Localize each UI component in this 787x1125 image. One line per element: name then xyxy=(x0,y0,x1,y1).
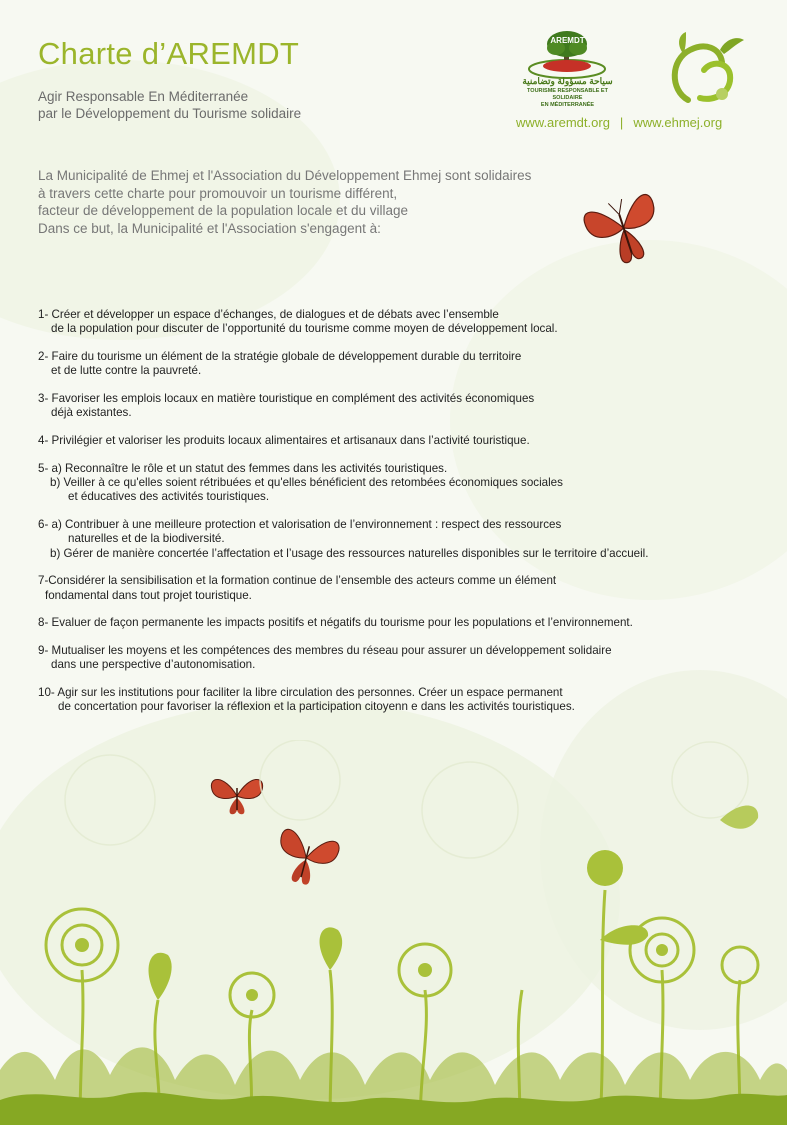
item-line: déjà existantes. xyxy=(51,406,132,420)
ehmej-url-link[interactable]: www.ehmej.org xyxy=(633,115,723,130)
item-line: 2- Faire du tourisme un élément de la stratégie globale de développement durable du territoire xyxy=(38,349,522,363)
flower-icon xyxy=(0,740,787,1125)
list-item xyxy=(38,434,773,448)
intro-line: à travers cette charte pour promouvoir un tourisme différent, xyxy=(38,185,398,201)
list-item xyxy=(38,574,773,603)
item-line: 10- Agir sur les institutions pour faciliter la libre circulation des personnes. Créer un espace permanent xyxy=(38,685,563,699)
page-subtitle xyxy=(38,88,301,122)
list-item xyxy=(38,392,773,421)
item-line: dans une perspective d’autonomisation. xyxy=(51,658,256,672)
aremdt-tagline-line: EN MÉDITERRANÉE xyxy=(540,102,595,108)
item-line: de concertation pour favoriser la réflexion et la participation citoyenn e dans les activités touristiques. xyxy=(58,700,575,714)
item-line: 5- a) Reconnaître le rôle et un statut des femmes dans les activités touristiques. xyxy=(38,461,448,475)
item-line: fondamental dans tout projet touristique. xyxy=(45,588,252,602)
butterfly-icon xyxy=(582,176,664,276)
aremdt-logo-tagline xyxy=(520,88,615,109)
item-line: 4- Privilégier et valoriser les produits locaux alimentaires et artisanaux dans l’activité touristique. xyxy=(38,433,530,447)
item-line: naturelles et de la biodiversité. xyxy=(68,532,225,546)
list-item xyxy=(38,644,773,673)
subtitle-line: Agir Responsable En Méditerranée xyxy=(38,89,249,104)
intro-line: La Municipalité de Ehmej et l'Association du Développement Ehmej sont solidaires xyxy=(38,168,532,183)
item-line: 9- Mutualiser les moyens et les compétences des membres du réseau pour assurer un développement solidaire xyxy=(38,643,612,657)
item-line: b) Gérer de manière concertée l’affectation et l’usage des ressources naturelles disponibles sur le territoire d’accueil. xyxy=(50,546,649,560)
subtitle-line: par le Développement du Tourisme solidaire xyxy=(38,106,302,121)
aremdt-url-link[interactable]: www.aremdt.org xyxy=(516,115,610,130)
item-line: 8- Evaluer de façon permanente les impacts positifs et négatifs du tourisme pour les populations et l’environnement. xyxy=(38,616,633,630)
list-item xyxy=(38,686,773,715)
list-item xyxy=(38,350,773,379)
list-item xyxy=(38,462,773,505)
ehmej-logo-icon xyxy=(660,30,750,110)
item-line: de la population pour discuter de l’opportunité du tourisme comme moyen de développement local. xyxy=(51,322,558,336)
list-item xyxy=(38,616,773,630)
charter-commitments-list xyxy=(38,308,773,728)
item-line: et de lutte contre la pauvreté. xyxy=(51,364,202,378)
item-line: b) Veiller à ce qu'elles soient rétribuées et qu'elles bénéficient des retombées économiques sociales xyxy=(50,475,563,489)
item-line: 3- Favoriser les emplois locaux en matière touristique en complément des activités économiques xyxy=(38,391,535,405)
item-line: 6- a) Contribuer à une meilleure protection et valorisation de l’environnement : respect des ressources xyxy=(38,517,562,531)
intro-line: facteur de développement de la population locale et du village xyxy=(38,203,409,218)
aremdt-logo-arabic: سياحة مسؤولة وتضامنية xyxy=(522,76,613,86)
aremdt-tagline-line: TOURISME RESPONSABLE ET SOLIDAIRE xyxy=(527,88,608,101)
list-item xyxy=(38,308,773,337)
intro-paragraph xyxy=(38,167,531,237)
url-separator: | xyxy=(619,115,624,130)
website-links xyxy=(516,115,722,130)
list-item xyxy=(38,518,773,561)
item-line: 1- Créer et développer un espace d’échanges, de dialogues et de débats avec l’ensemble xyxy=(38,308,499,321)
intro-line: Dans ce but, la Municipalité et l'Association s'engagent à: xyxy=(38,220,381,236)
item-line: et éducatives des activités touristiques. xyxy=(68,490,270,504)
page-title: Charte d’AREMDT xyxy=(38,36,300,71)
item-line: 7-Considérer la sensibilisation et la formation continue de l’ensemble des acteurs comme un élément xyxy=(38,574,557,588)
aremdt-logo-name: AREMDT xyxy=(550,36,585,45)
